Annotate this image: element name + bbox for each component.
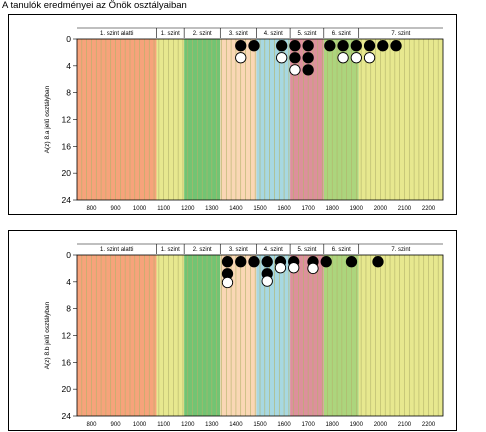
- student-marker: [303, 65, 313, 75]
- level-label: 5. szint: [297, 31, 317, 37]
- x-tick-label: 800: [86, 422, 97, 428]
- x-tick-label: 1600: [277, 422, 291, 428]
- y-tick-label: 0: [66, 34, 71, 44]
- x-tick-label: 800: [86, 206, 97, 212]
- level-band: [290, 255, 324, 416]
- y-tick-label: 8: [66, 87, 71, 98]
- x-tick-label: 1600: [277, 206, 291, 212]
- x-tick-label: 2100: [397, 206, 412, 212]
- x-tick-label: 1300: [205, 206, 219, 212]
- y-tick-label: 16: [61, 141, 71, 152]
- y-tick-label: 16: [61, 357, 71, 368]
- level-band: [156, 39, 184, 200]
- x-tick-label: 1000: [132, 422, 147, 428]
- x-tick-label: 1300: [205, 422, 219, 428]
- student-marker: [222, 277, 232, 287]
- y-tick-label: 24: [61, 195, 71, 205]
- student-marker: [373, 257, 383, 267]
- level-label: 7. szint: [391, 247, 411, 253]
- x-tick-label: 1400: [229, 206, 243, 212]
- student-marker: [290, 53, 300, 63]
- chart-panel-a: [8, 14, 457, 215]
- student-marker: [262, 276, 272, 286]
- level-band: [324, 39, 359, 200]
- y-axis-label: A(z) 8.a jelű osztályban: [44, 85, 51, 154]
- y-tick-label: 4: [66, 276, 71, 287]
- student-marker: [338, 53, 348, 63]
- student-marker: [364, 41, 374, 51]
- x-tick-label: 1100: [157, 206, 171, 212]
- page-title: A tanulók eredményei az Önök osztályaiban: [2, 0, 187, 11]
- student-marker: [249, 41, 259, 51]
- x-tick-label: 1400: [229, 422, 243, 428]
- student-marker: [236, 257, 246, 267]
- chart-a-svg: [9, 15, 458, 216]
- student-marker: [351, 41, 361, 51]
- chart-b-svg: [9, 231, 458, 432]
- y-tick-label: 24: [61, 411, 71, 421]
- y-tick-label: 4: [66, 60, 71, 71]
- x-tick-label: 2200: [421, 422, 436, 428]
- y-tick-label: 20: [61, 384, 71, 395]
- x-tick-label: 2000: [373, 422, 388, 428]
- student-marker: [290, 65, 300, 75]
- level-label: 6. szint: [331, 247, 351, 253]
- student-marker: [303, 41, 313, 51]
- level-label: 3. szint: [228, 247, 248, 253]
- student-marker: [249, 257, 259, 267]
- student-marker: [276, 41, 286, 51]
- x-tick-label: 1500: [253, 422, 267, 428]
- student-marker: [262, 257, 272, 267]
- level-label: 2. szint: [192, 31, 212, 37]
- student-marker: [351, 53, 361, 63]
- level-label: 6. szint: [331, 31, 351, 37]
- x-tick-label: 1100: [157, 422, 171, 428]
- level-label: 1. szint: [160, 247, 180, 253]
- level-label: 7. szint: [391, 31, 411, 37]
- y-tick-label: 0: [66, 250, 71, 260]
- x-tick-label: 1800: [325, 206, 339, 212]
- level-band: [324, 255, 359, 416]
- y-tick-label: 12: [61, 330, 71, 341]
- student-marker: [364, 53, 374, 63]
- student-marker: [236, 41, 246, 51]
- x-tick-label: 1000: [132, 206, 147, 212]
- student-marker: [338, 41, 348, 51]
- x-tick-label: 1900: [349, 422, 363, 428]
- y-tick-label: 8: [66, 303, 71, 314]
- level-band: [156, 255, 184, 416]
- level-band: [220, 39, 256, 200]
- student-marker: [275, 263, 285, 273]
- student-marker: [346, 257, 356, 267]
- level-band: [359, 39, 443, 200]
- level-label: 3. szint: [228, 31, 248, 37]
- x-tick-label: 2000: [373, 206, 388, 212]
- level-label: 4. szint: [263, 31, 283, 37]
- student-marker: [308, 263, 318, 273]
- student-marker: [289, 263, 299, 273]
- level-label: 4. szint: [263, 247, 283, 253]
- x-tick-label: 1700: [301, 206, 315, 212]
- student-marker: [290, 41, 300, 51]
- y-axis-label: A(z) 8.b jelű osztályban: [44, 301, 51, 370]
- student-marker: [303, 53, 313, 63]
- student-marker: [276, 53, 286, 63]
- student-marker: [236, 53, 246, 63]
- student-marker: [378, 41, 388, 51]
- x-tick-label: 1800: [325, 422, 339, 428]
- x-tick-label: 1200: [181, 422, 195, 428]
- level-label: 1. szint alatti: [100, 31, 134, 37]
- level-label: 5. szint: [297, 247, 317, 253]
- level-band: [256, 39, 290, 200]
- x-tick-label: 1700: [301, 422, 315, 428]
- x-tick-label: 900: [110, 206, 121, 212]
- student-marker: [391, 41, 401, 51]
- level-label: 2. szint: [192, 247, 212, 253]
- x-tick-label: 1900: [349, 206, 363, 212]
- chart-panel-b: [8, 230, 457, 431]
- level-band: [256, 255, 290, 416]
- x-tick-label: 2100: [397, 422, 412, 428]
- student-marker: [222, 257, 232, 267]
- level-label: 1. szint alatti: [100, 247, 134, 253]
- x-tick-label: 1200: [181, 206, 195, 212]
- student-marker: [321, 257, 331, 267]
- x-tick-label: 1500: [253, 206, 267, 212]
- level-band: [359, 255, 443, 416]
- student-marker: [325, 41, 335, 51]
- x-tick-label: 2200: [421, 206, 436, 212]
- y-tick-label: 20: [61, 168, 71, 179]
- y-tick-label: 12: [61, 114, 71, 125]
- x-tick-label: 900: [110, 422, 121, 428]
- level-label: 1. szint: [160, 31, 180, 37]
